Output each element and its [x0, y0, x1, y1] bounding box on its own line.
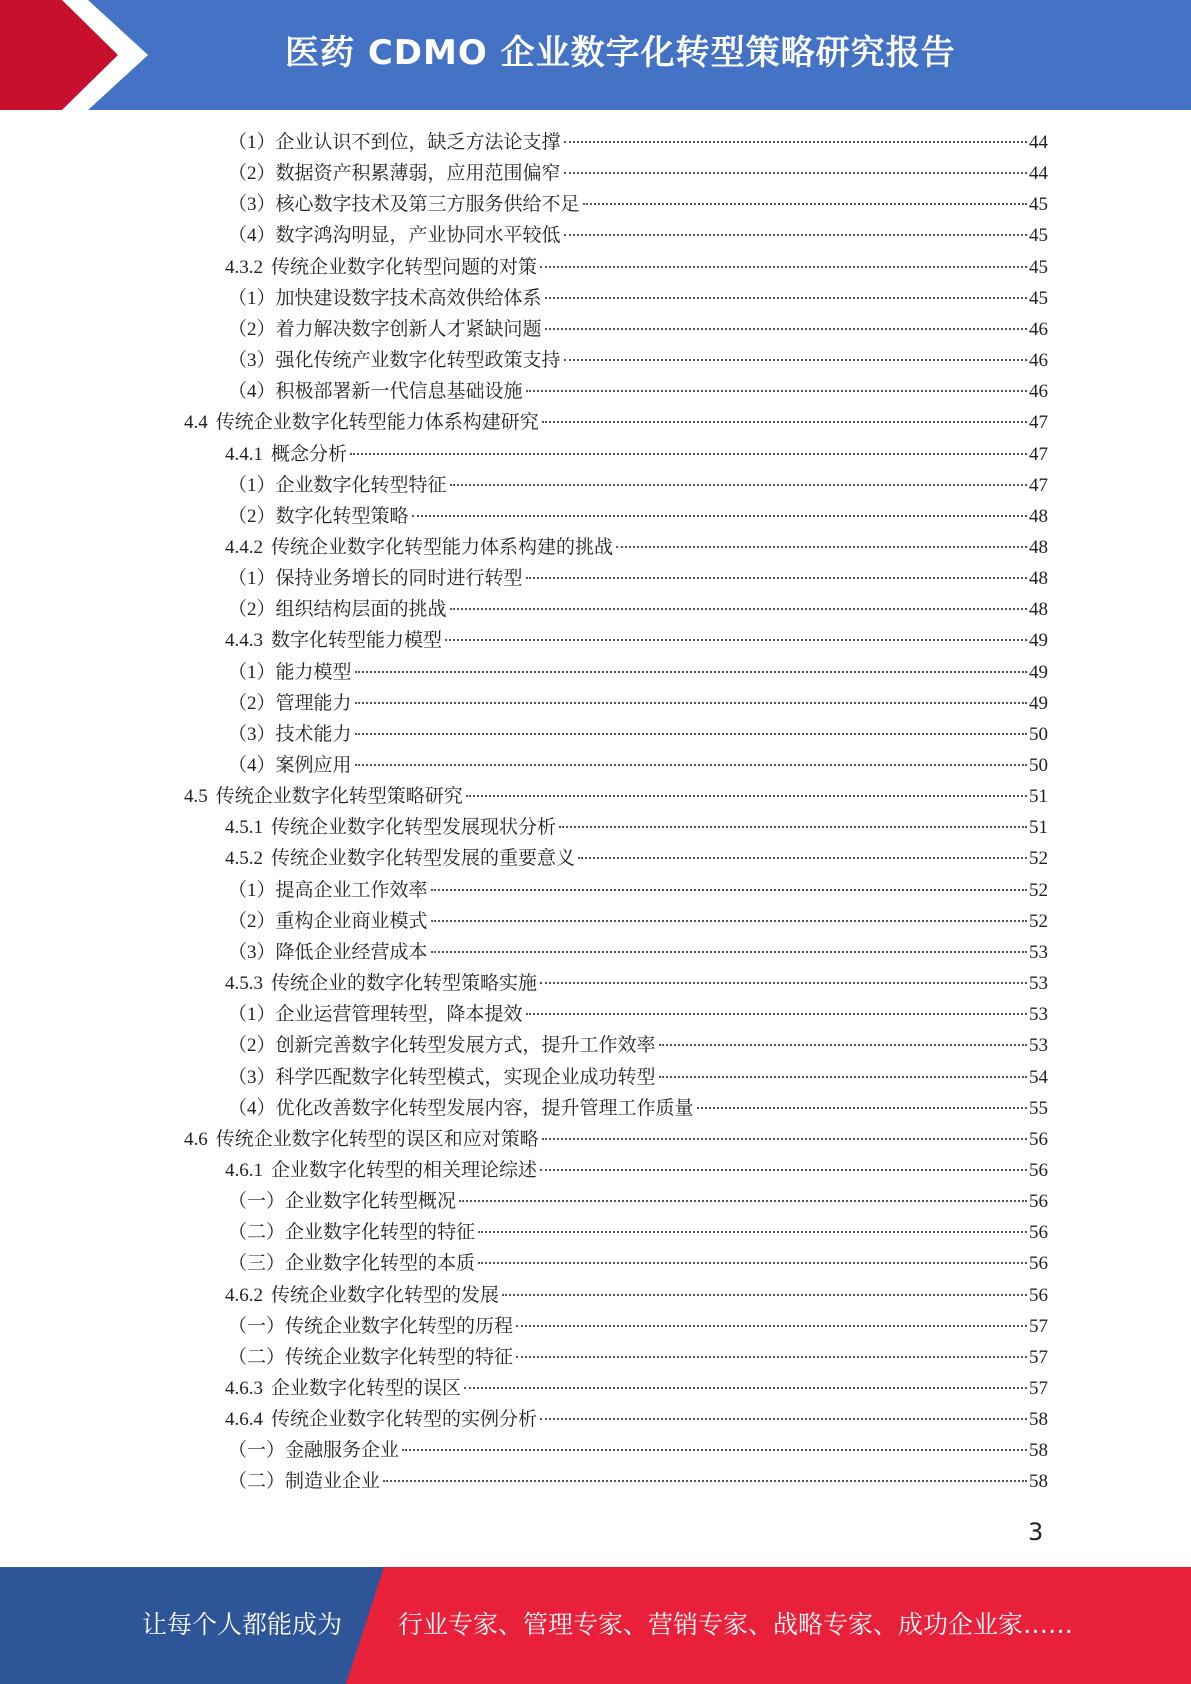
toc-dot-leader — [564, 359, 1027, 361]
toc-entry-page: 54 — [1029, 1067, 1048, 1088]
toc-entry-page: 56 — [1029, 1129, 1048, 1150]
toc-entry[interactable] — [228, 1062, 1048, 1093]
toc-entry-number: 4.5.1 — [225, 817, 263, 838]
toc-entry-label: （3）核心数字技术及第三方服务供给不足 — [228, 194, 580, 215]
toc-entry-page: 50 — [1029, 755, 1048, 776]
toc-dot-leader — [431, 951, 1027, 953]
toc-entry[interactable] — [228, 937, 1048, 968]
toc-entry[interactable] — [228, 719, 1048, 750]
toc-entry-page: 53 — [1029, 973, 1048, 994]
toc-entry[interactable] — [228, 657, 1048, 688]
toc-entry-label: 企业数字化转型的误区 — [271, 1378, 462, 1399]
toc-entry[interactable] — [225, 968, 1048, 999]
toc-entry-page: 57 — [1029, 1347, 1048, 1368]
toc-entry-label: 概念分析 — [271, 444, 348, 465]
toc-entry-label: （4）数字鸿沟明显，产业协同水平较低 — [228, 225, 561, 246]
toc-entry-page: 55 — [1029, 1098, 1048, 1119]
toc-entry-label: 传统企业数字化转型能力体系构建研究 — [215, 412, 539, 433]
toc-dot-leader — [564, 172, 1027, 174]
toc-entry-label: （2）管理能力 — [228, 693, 352, 714]
toc-entry-label: （1）企业认识不到位，缺乏方法论支撑 — [228, 132, 561, 153]
toc-entry-label: （2）组织结构层面的挑战 — [228, 599, 447, 620]
toc-dot-leader — [350, 453, 1027, 455]
toc-entry[interactable] — [228, 594, 1048, 625]
toc-entry-label: （1）企业运营管理转型，降本提效 — [228, 1004, 523, 1025]
toc-dot-leader — [355, 733, 1027, 735]
toc-entry-label: （一）传统企业数字化转型的历程 — [228, 1316, 514, 1337]
toc-dot-leader — [540, 1169, 1027, 1171]
toc-entry-label: （三）企业数字化转型的本质 — [228, 1253, 476, 1274]
toc-dot-leader — [540, 982, 1027, 984]
toc-entry-label: （二）传统企业数字化转型的特征 — [228, 1347, 514, 1368]
toc-entry-label: （3）科学匹配数字化转型模式，实现企业成功转型 — [228, 1067, 656, 1088]
toc-entry-page: 52 — [1029, 880, 1048, 901]
toc-dot-leader — [355, 702, 1027, 704]
toc-entry-page: 44 — [1029, 163, 1048, 184]
toc-entry[interactable] — [228, 189, 1048, 220]
toc-entry-label: （1）企业数字化转型特征 — [228, 475, 447, 496]
toc-entry-label: （1）保持业务增长的同时进行转型 — [228, 568, 523, 589]
toc-entry-page: 45 — [1029, 288, 1048, 309]
toc-entry[interactable] — [228, 470, 1048, 501]
toc-entry-page: 49 — [1029, 693, 1048, 714]
toc-entry-page: 47 — [1029, 412, 1048, 433]
toc-dot-leader — [516, 1356, 1027, 1358]
toc-entry-page: 56 — [1029, 1160, 1048, 1181]
toc-entry-label: （2）创新完善数字化转型发展方式，提升工作效率 — [228, 1035, 656, 1056]
toc-entry-label: （二）制造业企业 — [228, 1471, 381, 1492]
toc-entry-page: 45 — [1029, 225, 1048, 246]
toc-entry[interactable] — [225, 625, 1048, 656]
toc-entry-number: 4.4 — [184, 412, 208, 433]
toc-entry[interactable] — [228, 875, 1048, 906]
toc-dot-leader — [542, 1138, 1027, 1140]
toc-entry-label: （2）着力解决数字创新人才紧缺问题 — [228, 319, 542, 340]
toc-entry-page: 52 — [1029, 848, 1048, 869]
toc-entry[interactable] — [228, 1311, 1048, 1342]
toc-dot-leader — [450, 608, 1027, 610]
toc-entry-number: 4.5.3 — [225, 973, 263, 994]
toc-dot-leader — [459, 1200, 1027, 1202]
toc-entry-number: 4.6.4 — [225, 1409, 263, 1430]
toc-dot-leader — [445, 639, 1027, 641]
toc-entry-page: 56 — [1029, 1253, 1048, 1274]
toc-entry-label: 企业数字化转型的相关理论综述 — [271, 1160, 538, 1181]
toc-entry-page: 58 — [1029, 1471, 1048, 1492]
toc-entry-page: 45 — [1029, 194, 1048, 215]
red-chevron-icon — [0, 0, 160, 110]
toc-dot-leader — [559, 826, 1027, 828]
toc-entry-label: 传统企业数字化转型的误区和应对策略 — [215, 1129, 539, 1150]
toc-entry-page: 57 — [1029, 1378, 1048, 1399]
toc-entry[interactable] — [228, 1217, 1048, 1248]
toc-entry-label: （3）强化传统产业数字化转型政策支持 — [228, 350, 561, 371]
toc-entry[interactable] — [228, 1030, 1048, 1061]
toc-entry[interactable] — [228, 1466, 1048, 1497]
toc-dot-leader — [564, 141, 1027, 143]
toc-entry-label: （2）重构企业商业模式 — [228, 911, 428, 932]
toc-entry[interactable] — [228, 220, 1048, 251]
toc-entry[interactable] — [228, 906, 1048, 937]
toc-entry[interactable] — [228, 1248, 1048, 1279]
toc-dot-leader — [431, 889, 1027, 891]
toc-entry[interactable] — [228, 1435, 1048, 1466]
toc-entry-page: 45 — [1029, 257, 1048, 278]
toc-entry-page: 47 — [1029, 475, 1048, 496]
toc-dot-leader — [355, 671, 1027, 673]
toc-entry-label: （2）数据资产积累薄弱，应用范围偏窄 — [228, 163, 561, 184]
toc-entry[interactable] — [228, 1342, 1048, 1373]
toc-dot-leader — [542, 421, 1027, 423]
toc-entry-label: （一）金融服务企业 — [228, 1440, 400, 1461]
toc-entry[interactable] — [184, 407, 1048, 438]
toc-entry-label: 传统企业数字化转型的发展 — [271, 1285, 500, 1306]
toc-dot-leader — [564, 234, 1027, 236]
toc-entry[interactable] — [228, 127, 1048, 158]
toc-entry-number: 4.4.3 — [225, 630, 263, 651]
toc-entry-page: 46 — [1029, 350, 1048, 371]
toc-entry-label: 传统企业数字化转型的实例分析 — [271, 1409, 538, 1430]
toc-entry-page: 53 — [1029, 942, 1048, 963]
toc-entry-page: 58 — [1029, 1440, 1048, 1461]
toc-dot-leader — [478, 1231, 1027, 1233]
toc-entry-number: 4.6 — [184, 1129, 208, 1150]
toc-entry-page: 48 — [1029, 506, 1048, 527]
toc-entry-page: 49 — [1029, 662, 1048, 683]
toc-dot-leader — [355, 764, 1027, 766]
toc-entry-page: 57 — [1029, 1316, 1048, 1337]
toc-entry-page: 47 — [1029, 444, 1048, 465]
toc-entry-page: 46 — [1029, 381, 1048, 402]
toc-dot-leader — [412, 515, 1027, 517]
toc-dot-leader — [616, 546, 1027, 548]
toc-dot-leader — [516, 1325, 1027, 1327]
toc-dot-leader — [545, 297, 1027, 299]
toc-entry-page: 48 — [1029, 599, 1048, 620]
toc-dot-leader — [402, 1449, 1027, 1451]
toc-entry[interactable] — [228, 1093, 1048, 1124]
toc-entry-page: 58 — [1029, 1409, 1048, 1430]
toc-entry-number: 4.6.3 — [225, 1378, 263, 1399]
toc-entry[interactable] — [228, 563, 1048, 594]
toc-entry-label: （3）降低企业经营成本 — [228, 942, 428, 963]
toc-dot-leader — [502, 1294, 1027, 1296]
toc-entry-label: （二）企业数字化转型的特征 — [228, 1222, 476, 1243]
toc-entry-page: 52 — [1029, 911, 1048, 932]
toc-entry[interactable] — [225, 812, 1048, 843]
toc-dot-leader — [383, 1480, 1027, 1482]
toc-entry[interactable] — [228, 750, 1048, 781]
toc-entry-label: （4）优化改善数字化转型发展内容，提升管理工作质量 — [228, 1098, 694, 1119]
toc-dot-leader — [583, 203, 1027, 205]
toc-entry-label: （4）案例应用 — [228, 755, 352, 776]
toc-entry-label: 数字化转型能力模型 — [271, 630, 443, 651]
toc-entry-page: 46 — [1029, 319, 1048, 340]
toc-entry-page: 48 — [1029, 568, 1048, 589]
toc-entry-page: 49 — [1029, 630, 1048, 651]
toc-entry-page: 56 — [1029, 1285, 1048, 1306]
page-number: 3 — [1028, 1518, 1044, 1546]
toc-entry-label: 传统企业数字化转型能力体系构建的挑战 — [271, 537, 614, 558]
footer-slogan-right: 行业专家、管理专家、营销专家、战略专家、成功企业家…… — [398, 1610, 1074, 1639]
toc-entry-label: 传统企业的数字化转型策略实施 — [271, 973, 538, 994]
toc-entry-label: （3）技术能力 — [228, 724, 352, 745]
toc-entry[interactable] — [228, 376, 1048, 407]
toc-dot-leader — [464, 1387, 1027, 1389]
toc-entry[interactable] — [228, 1186, 1048, 1217]
page-footer — [0, 1567, 1191, 1684]
toc-entry-label: （1）能力模型 — [228, 662, 352, 683]
toc-entry[interactable] — [225, 532, 1048, 563]
toc-dot-leader — [545, 328, 1027, 330]
toc-entry-page: 48 — [1029, 537, 1048, 558]
toc-entry-label: 传统企业数字化转型策略研究 — [215, 786, 463, 807]
toc-entry-label: 传统企业数字化转型问题的对策 — [271, 257, 538, 278]
toc-dot-leader — [526, 390, 1027, 392]
toc-dot-leader — [697, 1107, 1027, 1109]
toc-entry-page: 56 — [1029, 1222, 1048, 1243]
toc-entry-label: （一）企业数字化转型概况 — [228, 1191, 457, 1212]
toc-entry[interactable] — [225, 1155, 1048, 1186]
toc-entry-page: 50 — [1029, 724, 1048, 745]
toc-entry[interactable] — [228, 283, 1048, 314]
footer-slogan-left: 让每个人都能成为 — [142, 1610, 343, 1639]
toc-entry-label: （1）加快建设数字技术高效供给体系 — [228, 288, 542, 309]
toc-entry-label: 传统企业数字化转型发展的重要意义 — [271, 848, 576, 869]
toc-entry[interactable] — [225, 439, 1048, 470]
toc-entry[interactable] — [184, 1124, 1048, 1155]
toc-dot-leader — [659, 1044, 1027, 1046]
toc-entry-number: 4.5 — [184, 786, 208, 807]
toc-entry-page: 44 — [1029, 132, 1048, 153]
toc-entry[interactable] — [184, 781, 1048, 812]
toc-entry-number: 4.4.2 — [225, 537, 263, 558]
toc-entry-label: （4）积极部署新一代信息基础设施 — [228, 381, 523, 402]
toc-dot-leader — [526, 1013, 1027, 1015]
toc-entry-number: 4.6.2 — [225, 1285, 263, 1306]
toc-entry-label: （2）数字化转型策略 — [228, 506, 409, 527]
toc-dot-leader — [466, 795, 1027, 797]
toc-entry[interactable] — [228, 314, 1048, 345]
toc-entry[interactable] — [228, 688, 1048, 719]
toc-entry-label: （1）提高企业工作效率 — [228, 880, 428, 901]
toc-entry[interactable] — [228, 345, 1048, 376]
toc-dot-leader — [450, 484, 1027, 486]
toc-entry-page: 56 — [1029, 1191, 1048, 1212]
toc-entry[interactable] — [228, 158, 1048, 189]
toc-dot-leader — [540, 1418, 1027, 1420]
toc-dot-leader — [540, 266, 1027, 268]
toc-dot-leader — [659, 1076, 1027, 1078]
toc-dot-leader — [431, 920, 1027, 922]
toc-entry[interactable] — [225, 1373, 1048, 1404]
toc-entry-number: 4.3.2 — [225, 257, 263, 278]
toc-entry-page: 53 — [1029, 1035, 1048, 1056]
toc-entry[interactable] — [228, 501, 1048, 532]
toc-entry-page: 53 — [1029, 1004, 1048, 1025]
toc-dot-leader — [526, 577, 1027, 579]
report-title: 医药 CDMO 企业数字化转型策略研究报告 — [285, 33, 956, 73]
toc-dot-leader — [578, 857, 1027, 859]
toc-entry-number: 4.5.2 — [225, 848, 263, 869]
toc-entry-number: 4.6.1 — [225, 1160, 263, 1181]
toc-entry-page: 51 — [1029, 817, 1048, 838]
toc-entry[interactable] — [225, 1280, 1048, 1311]
toc-entry-label: 传统企业数字化转型发展现状分析 — [271, 817, 557, 838]
toc-entry[interactable] — [225, 843, 1048, 874]
page-header — [0, 0, 1191, 110]
toc-dot-leader — [478, 1262, 1027, 1264]
toc-entry[interactable] — [228, 999, 1048, 1030]
toc-entry[interactable] — [225, 1404, 1048, 1435]
toc-entry[interactable] — [225, 252, 1048, 283]
toc-entry-number: 4.4.1 — [225, 444, 263, 465]
toc-entry-page: 51 — [1029, 786, 1048, 807]
